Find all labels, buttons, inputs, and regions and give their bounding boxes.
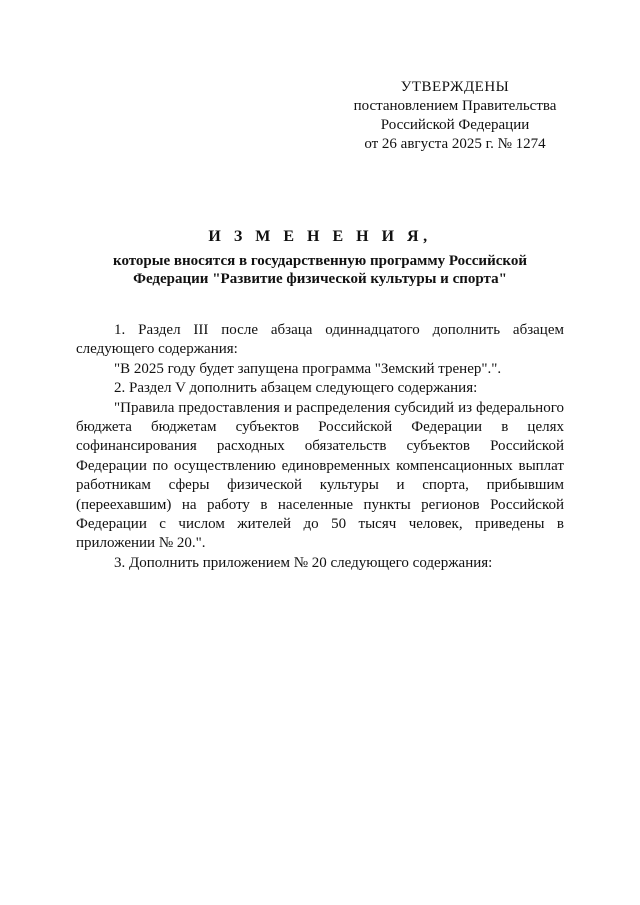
paragraph-1: 1. Раздел III после абзаца одиннадцатого дополнить абзацем следующего содержания:	[76, 322, 564, 358]
approval-line-1: постановлением Правительства	[353, 98, 557, 114]
document-body	[76, 321, 564, 573]
approval-line-3: от 26 августа 2025 г. № 1274	[364, 136, 546, 152]
title-subtitle-line-1: которые вносятся в государственную программу Российской	[113, 253, 527, 269]
title-caption: И З М Е Н Е Н И Я,	[208, 228, 432, 245]
paragraph-4: "Правила предоставления и распределения субсидий из федерального бюджета бюджетам субъектов Российской Федерации в целях софинансирования расходных обязательств субъектов Российской Федерации по осуществлению единовременных компенсационных выплат работникам сферы физической культуры и спорта, прибывшим (переехавшим) на работу в населенные пункты регионов Российской Федерации с числом жителей до 50 тысяч человек, приведены в приложении № 20.".	[76, 399, 564, 552]
approval-stamp	[330, 78, 580, 154]
approval-line-2: Российской Федерации	[380, 117, 530, 133]
approval-heading: УТВЕРЖДЕНЫ	[400, 79, 510, 95]
paragraph-5: 3. Дополнить приложением № 20 следующего содержания:	[114, 554, 493, 571]
paragraph-3: 2. Раздел V дополнить абзацем следующего содержания:	[114, 380, 478, 397]
title-subtitle-line-2: Федерации "Развитие физической культуры и спорта"	[133, 271, 507, 287]
paragraph-2: "В 2025 году будет запущена программа "Земский тренер".".	[114, 360, 502, 377]
document-title	[0, 226, 640, 288]
